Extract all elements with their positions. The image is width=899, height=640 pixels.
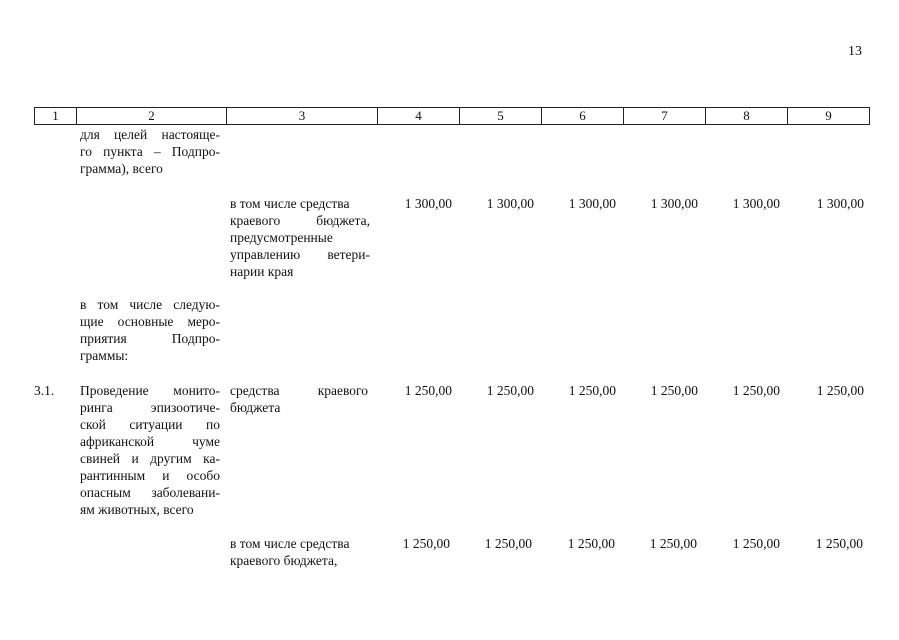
row3-col3-line: средства краевого — [230, 383, 368, 398]
header-col-9: 9 — [788, 108, 870, 125]
row3-item-number: 3.1. — [34, 383, 55, 398]
header-col-4: 4 — [378, 108, 460, 125]
row4-value-col4: 1 250,00 — [402, 536, 450, 551]
row4-col3-line: в том числе средства — [230, 536, 350, 551]
row3-col3-line: бюджета — [230, 400, 281, 415]
row4-value-col8: 1 250,00 — [732, 536, 780, 551]
row1-col3-line: краевого бюджета, — [230, 213, 370, 228]
row1-value-col4: 1 300,00 — [404, 196, 452, 211]
row1-value-col8: 1 300,00 — [732, 196, 780, 211]
row2-description — [80, 296, 220, 364]
row0-description — [80, 126, 220, 177]
row3-col2-line: рантинным и особо — [80, 468, 220, 483]
row1-value-col5: 1 300,00 — [486, 196, 534, 211]
row2-col2-line: граммы: — [80, 348, 129, 363]
row1-col3-line: в том числе средства — [230, 196, 350, 211]
header-col-2: 2 — [77, 108, 227, 125]
row1-value-col9: 1 300,00 — [816, 196, 864, 211]
header-col-6: 6 — [542, 108, 624, 125]
row3-source — [230, 382, 368, 416]
row3-value-col7: 1 250,00 — [650, 383, 698, 398]
row0-col2-line: для целей настояще- — [80, 127, 220, 142]
row2-col2-line: в том числе следую- — [80, 297, 220, 312]
row3-value-col6: 1 250,00 — [568, 383, 616, 398]
page-number: 13 — [848, 44, 862, 59]
row3-col2-line: ринга эпизоотиче- — [80, 400, 220, 415]
row3-col2-line: Проведение монито- — [80, 383, 220, 398]
row1-value-col7: 1 300,00 — [650, 196, 698, 211]
row3-description — [80, 382, 220, 518]
header-col-3: 3 — [227, 108, 378, 125]
row3-col2-line: ям животных, всего — [80, 502, 194, 517]
row0-col2-line: го пункта – Подпро- — [80, 144, 220, 159]
row3-col2-line: опасным заболевани- — [80, 485, 220, 500]
row1-col3-line: предусмотренные — [230, 230, 333, 245]
row1-col3-line: нарии края — [230, 264, 294, 279]
row0-col2-line: грамма), всего — [80, 161, 163, 176]
row1-source — [230, 195, 370, 280]
row1-value-col6: 1 300,00 — [568, 196, 616, 211]
row4-value-col9: 1 250,00 — [815, 536, 863, 551]
row3-value-col4: 1 250,00 — [404, 383, 452, 398]
row3-col2-line: ской ситуации по — [80, 417, 220, 432]
row1-col3-line: управлению ветери- — [230, 247, 370, 262]
row3-col2-line: африканской чуме — [80, 434, 220, 449]
header-col-7: 7 — [624, 108, 706, 125]
row4-value-col7: 1 250,00 — [649, 536, 697, 551]
header-col-1: 1 — [35, 108, 77, 125]
row3-col2-line: свиней и другим ка- — [80, 451, 220, 466]
column-header-row — [34, 107, 870, 125]
row4-col3-line: краевого бюджета, — [230, 553, 338, 568]
header-col-8: 8 — [706, 108, 788, 125]
row2-col2-line: щие основные меро- — [80, 314, 220, 329]
row2-col2-line: приятия Подпро- — [80, 331, 220, 346]
row3-value-col9: 1 250,00 — [816, 383, 864, 398]
row3-value-col5: 1 250,00 — [486, 383, 534, 398]
row4-source — [230, 535, 370, 569]
row4-value-col6: 1 250,00 — [567, 536, 615, 551]
row4-value-col5: 1 250,00 — [484, 536, 532, 551]
row3-value-col8: 1 250,00 — [732, 383, 780, 398]
header-col-5: 5 — [460, 108, 542, 125]
